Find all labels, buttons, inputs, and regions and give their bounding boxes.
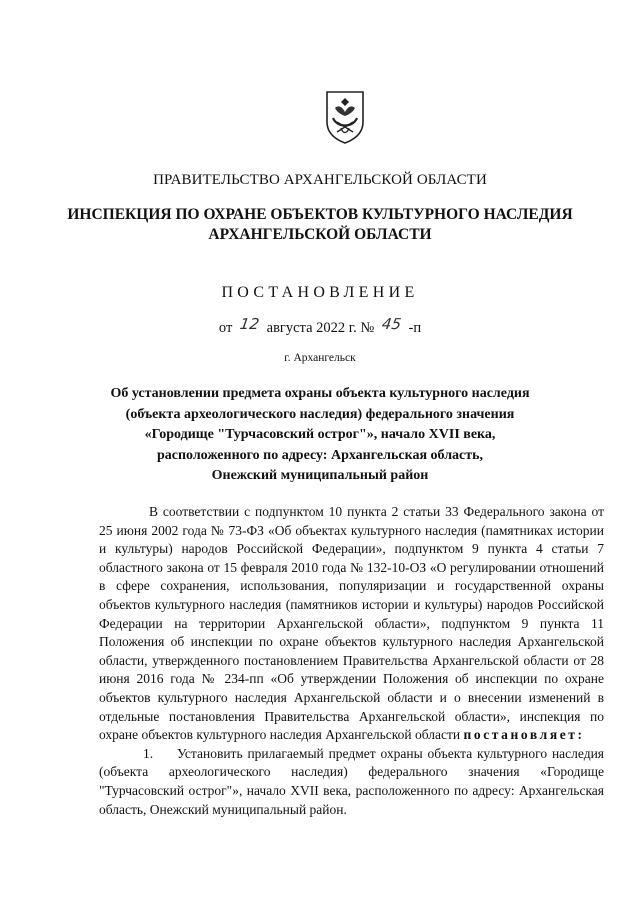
item-number: 1. bbox=[143, 745, 154, 761]
date-line bbox=[0, 315, 640, 337]
document-body bbox=[99, 503, 604, 819]
city-name: г. Архангельск bbox=[284, 352, 356, 364]
handwritten-number: 45 bbox=[380, 315, 403, 333]
inspection-name-line1: ИНСПЕКЦИЯ ПО ОХРАНЕ ОБЪЕКТОВ КУЛЬТУРНОГО НАСЛЕДИЯ bbox=[67, 206, 573, 223]
title-line: Об установлении предмета охраны объекта культурного наследия bbox=[110, 386, 530, 401]
title-line: (объекта археологического наследия) федерального значения bbox=[125, 406, 515, 422]
preamble-paragraph bbox=[99, 503, 604, 745]
inspection-name-line2: АРХАНГЕЛЬСКОЙ ОБЛАСТИ bbox=[208, 226, 432, 243]
date-suffix: -п bbox=[408, 320, 422, 336]
title-line: «Городище "Турчасовский острог"», начало XVII века, bbox=[144, 427, 496, 442]
document-type-heading: ПОСТАНОВЛЕНИЕ bbox=[221, 284, 419, 301]
government-name: ПРАВИТЕЛЬСТВО АРХАНГЕЛЬСКОЙ ОБЛАСТИ bbox=[153, 172, 487, 188]
date-prefix: от bbox=[218, 320, 233, 336]
document-title bbox=[0, 384, 640, 487]
handwritten-day: 12 bbox=[238, 315, 261, 333]
decree-word: постановляет: bbox=[463, 727, 585, 743]
coat-of-arms-emblem bbox=[323, 88, 367, 144]
list-item bbox=[99, 745, 604, 819]
title-line: расположенного по адресу: Архангельская область, bbox=[156, 447, 484, 463]
date-month-year: августа 2022 г. № bbox=[266, 320, 375, 336]
item-text: Установить прилагаемый предмет охраны объекта культурного наследия (объекта археологического наследия) федерального значения «Городище "Турчасовский острог"», начало XVII века, расположенного по адресу: Архангельская область, Онежский муниципальный район. bbox=[99, 745, 604, 817]
preamble-text: В соответствии с подпунктом 10 пункта 2 статьи 33 Федерального закона от 25 июня 2002 года № 73-ФЗ «Об объектах культурного наследия (памятниках истории и культуры) народов Российской Федерации», подпунктом 9 пункта 4 статьи 7 областного закона от 15 февраля 2010 года № 132-10-ОЗ «О регулировании отношений в сфере сохранения, использования, популяризации и государственной охраны объектов культурного наследия (памятников истории и культуры) народов Российской Федерации на территории Архангельской области», подпунктом 9 пункта 11 Положения об инспекции по охране объектов культурного наследия Архангельской области, утвержденного постановлением Правительства Архангельской области от 28 июня 2016 года № 234-пп «Об утверждении Положения об инспекции по охране объектов культурного наследия Архангельской области и о внесении изменений в отдельные постановления Правительства Архангельской области», инспекция по охране объектов культурного наследия Архангельской области bbox=[99, 504, 604, 743]
title-line: Онежский муниципальный район bbox=[211, 468, 429, 483]
